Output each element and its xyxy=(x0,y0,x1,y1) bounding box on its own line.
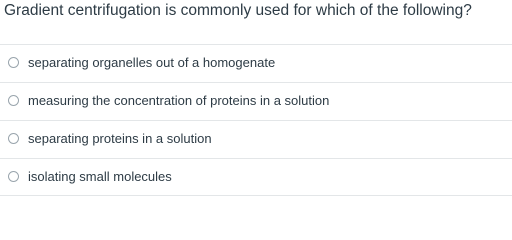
answer-option-1[interactable] xyxy=(0,44,512,82)
answer-label: measuring the concentration of proteins in a solution xyxy=(28,93,330,108)
answer-option-2[interactable] xyxy=(0,82,512,120)
radio-button-icon[interactable] xyxy=(8,171,19,182)
question-text: Gradient centrifugation is commonly used for which of the following? xyxy=(4,2,472,19)
radio-button-icon[interactable] xyxy=(8,133,19,144)
answer-option-4[interactable] xyxy=(0,158,512,196)
answer-option-3[interactable] xyxy=(0,120,512,158)
radio-button-icon[interactable] xyxy=(8,95,19,106)
answer-label: isolating small molecules xyxy=(28,169,172,184)
answer-label: separating proteins in a solution xyxy=(28,131,212,146)
answer-list xyxy=(0,44,512,196)
answer-label: separating organelles out of a homogenate xyxy=(28,55,276,70)
radio-button-icon[interactable] xyxy=(8,57,19,68)
